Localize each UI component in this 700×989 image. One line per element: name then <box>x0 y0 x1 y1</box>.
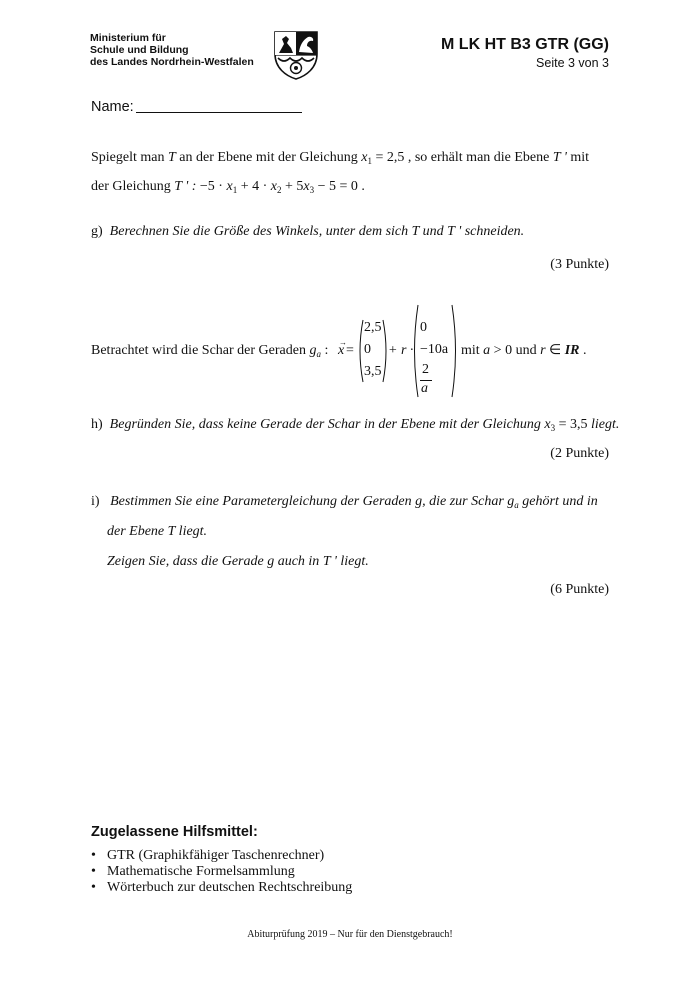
vector-x: x <box>338 343 345 358</box>
intro-text: , so erhält man die Ebene <box>404 150 553 165</box>
exam-code: M LK HT B3 GTR (GG) <box>441 36 609 53</box>
equation-part: + 5 <box>281 179 304 194</box>
intro-text: an der Ebene mit der Gleichung <box>175 150 362 165</box>
vector-2-denominator: a <box>421 381 428 396</box>
plane-T-prime: T ' : <box>174 179 197 194</box>
plane-T-prime: T ' <box>447 224 462 239</box>
colon: : <box>320 343 329 358</box>
points-g: (3 Punkte) <box>550 257 609 272</box>
subscript: a <box>514 500 519 510</box>
name-label: Name: <box>91 99 134 115</box>
line-g: g <box>267 554 275 569</box>
name-field[interactable] <box>91 98 302 115</box>
subscript: 1 <box>232 185 238 195</box>
task-label: i) <box>91 494 100 509</box>
line-g: g <box>507 494 515 509</box>
task-i-line-1 <box>91 493 598 514</box>
plus-r-text: + r · <box>388 343 414 358</box>
task-i-line-2: der Ebene T liegt. <box>107 524 208 539</box>
task-text: liegt. <box>336 554 369 569</box>
equation-value: = 3,5 <box>555 417 588 432</box>
equation-part: + 4 · <box>237 179 271 194</box>
vector-2-component: 0 <box>420 320 427 335</box>
equals-sign: = <box>346 343 354 358</box>
plus-r <box>388 342 413 360</box>
intro-text: Spiegelt man <box>91 150 168 165</box>
var-r: r <box>540 343 546 358</box>
vector-1-component: 3,5 <box>364 364 382 379</box>
task-text: Bestimmen Sie eine Parametergleichung der Geraden g, die zur Schar <box>110 494 508 509</box>
task-text: und <box>419 224 448 239</box>
subscript: 3 <box>550 423 556 433</box>
intro-line-1 <box>91 149 589 170</box>
nrw-coat-of-arms-icon <box>272 30 320 80</box>
vector-arrow: → <box>339 338 347 347</box>
footer: Abiturprüfung 2019 – Nur für den Dienstgebrauch! <box>247 929 453 940</box>
cond-text: mit <box>461 343 484 358</box>
family-intro <box>91 342 328 363</box>
task-text: Zeigen Sie, dass die Gerade <box>107 554 268 569</box>
equation-value: = 2,5 <box>371 150 405 165</box>
var-x: x <box>303 179 310 194</box>
vector-1-component: 2,5 <box>364 320 382 335</box>
var-a: a <box>483 343 491 358</box>
var-x: x <box>544 417 551 432</box>
vector-1-component: 0 <box>364 342 371 357</box>
plane-T-prime: T ' <box>552 150 567 165</box>
ministry-line: Ministerium für <box>90 32 166 44</box>
task-text: schneiden. <box>461 224 525 239</box>
task-h <box>91 416 619 437</box>
equation-part: −5 · <box>196 179 227 194</box>
subscript: a <box>316 349 321 359</box>
var-x: x <box>361 150 368 165</box>
plane-T-prime: T ' <box>322 554 337 569</box>
family-conditions <box>461 342 587 360</box>
exam-header <box>441 36 609 70</box>
list-item: • Mathematische Formelsammlung <box>91 864 352 880</box>
subscript: 2 <box>276 185 282 195</box>
plane-T: T <box>411 224 420 239</box>
task-text: liegt. <box>587 417 620 432</box>
ministry-line: Schule und Bildung <box>90 44 189 56</box>
ministry-name <box>90 32 254 68</box>
cond-text: . <box>579 343 587 358</box>
intro-text: der Gleichung <box>91 179 175 194</box>
var-x: x <box>226 179 233 194</box>
name-underline[interactable] <box>136 98 302 113</box>
vector-2-component: −10a <box>420 342 449 357</box>
task-g <box>91 223 524 241</box>
task-text: auch in <box>274 554 323 569</box>
points-i: (6 Punkte) <box>550 582 609 597</box>
task-text: Berechnen Sie die Größe des Winkels, unter dem sich <box>109 224 412 239</box>
real-numbers-set: IR <box>564 343 580 358</box>
var-x: x <box>270 179 277 194</box>
page-info: Seite 3 von 3 <box>536 56 609 70</box>
task-label: h) <box>91 417 103 432</box>
intro-line-2 <box>91 178 365 199</box>
task-label: g) <box>91 224 103 239</box>
intro-text: mit <box>566 150 590 165</box>
task-text: Begründen Sie, dass keine Gerade der Schar in der Ebene mit der Gleichung <box>109 417 545 432</box>
list-item: • GTR (Graphikfähiger Taschenrechner) <box>91 848 352 864</box>
cond-text: > 0 und <box>490 343 541 358</box>
ministry-line: des Landes Nordrhein-Westfalen <box>90 56 254 68</box>
task-i-line-3 <box>107 553 369 571</box>
points-h: (2 Punkte) <box>550 446 609 461</box>
cond-text: ∈ <box>545 343 565 358</box>
family-text: Betrachtet wird die Schar der Geraden <box>91 343 310 358</box>
vector-2-numerator: 2 <box>422 362 429 377</box>
task-text: gehört und in <box>518 494 598 509</box>
list-item: • Wörterbuch zur deutschen Rechtschreibung <box>91 880 352 896</box>
subscript: 3 <box>309 185 315 195</box>
equation-part: − 5 = 0 . <box>314 179 365 194</box>
aids-list <box>91 848 352 896</box>
aids-title: Zugelassene Hilfsmittel: <box>91 824 258 840</box>
plane-T: T <box>168 150 176 165</box>
line-g: g <box>309 343 317 358</box>
subscript: 1 <box>367 156 372 166</box>
